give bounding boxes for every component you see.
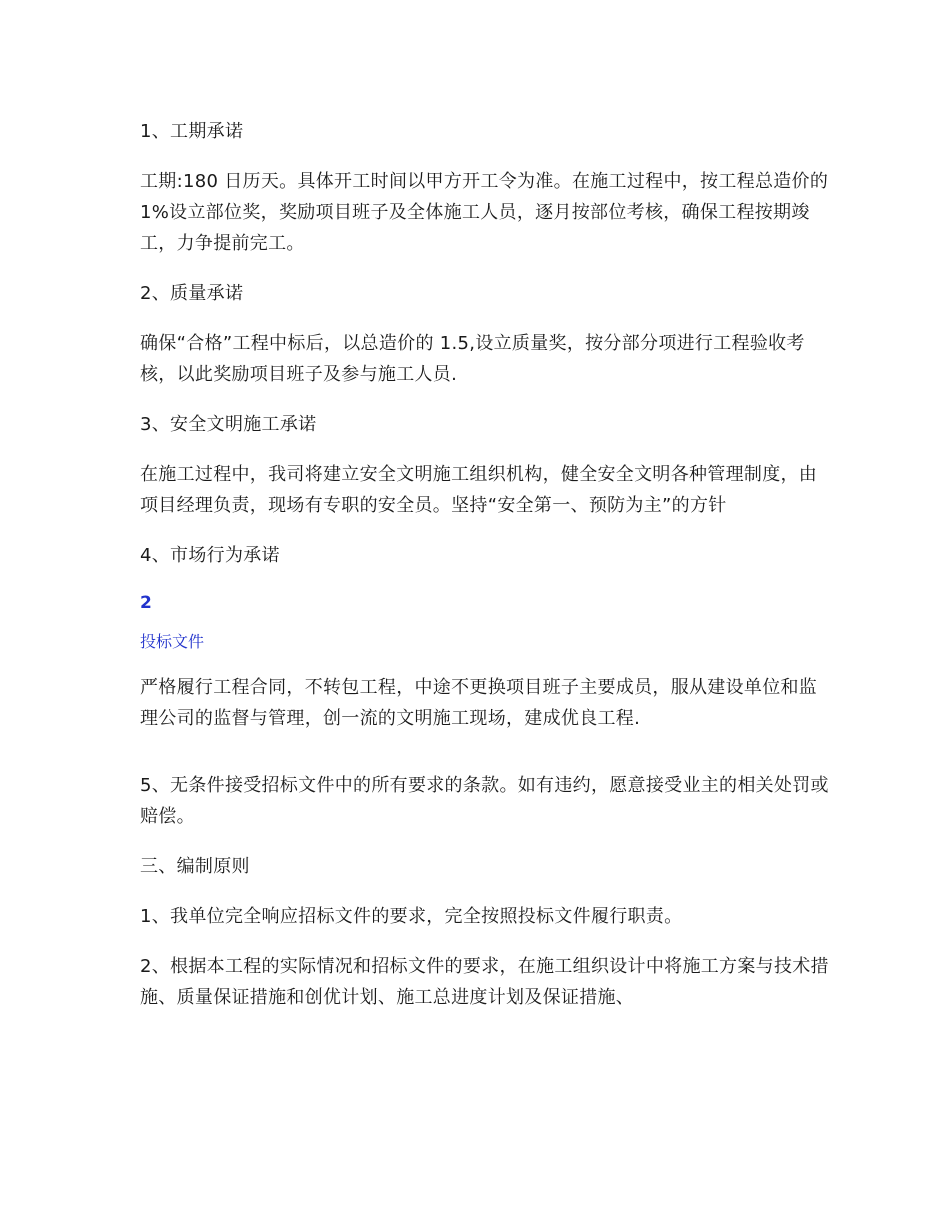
document-body (140, 116, 830, 1013)
paragraph-schedule: 工期:180 日历天。具体开工时间以甲方开工令为准。在施工过程中，按工程总造价的 1%设立部位奖，奖励项目班子及全体施工人员，逐月按部位考核，确保工程按期竣工，力争提前完工。 (140, 171, 829, 254)
paragraph-unconditional-acceptance: 5、无条件接受招标文件中的所有要求的条款。如有违约，愿意接受业主的相关处罚或赔偿。 (140, 775, 829, 827)
paragraph-quality: 确保“合格”工程中标后，以总造价的 1.5,设立质量奖，按分部分项进行工程验收考核，以此奖励项目班子及参与施工人员. (140, 333, 805, 385)
heading-quality-commitment: 2、质量承诺 (140, 283, 244, 304)
heading-safety-commitment: 3、安全文明施工承诺 (140, 414, 317, 435)
heading-schedule-commitment: 1、工期承诺 (140, 121, 244, 142)
page-number: 2 (140, 593, 152, 613)
heading-market-commitment: 4、市场行为承诺 (140, 545, 280, 566)
paragraph-principle-2: 2、根据本工程的实际情况和招标文件的要求，在施工组织设计中将施工方案与技术措施、质量保证措施和创优计划、施工总进度计划及保证措施、 (140, 956, 829, 1008)
heading-compilation-principles: 三、编制原则 (140, 856, 250, 877)
paragraph-principle-1: 1、我单位完全响应招标文件的要求，完全按照投标文件履行职责。 (140, 906, 683, 927)
document-label: 投标文件 (140, 632, 205, 651)
paragraph-market: 严格履行工程合同，不转包工程，中途不更换项目班子主要成员，服从建设单位和监理公司的监督与管理，创一流的文明施工现场，建成优良工程. (140, 677, 818, 729)
paragraph-safety: 在施工过程中，我司将建立安全文明施工组织机构，健全安全文明各种管理制度，由项目经理负责，现场有专职的安全员。坚持“安全第一、预防为主”的方针 (140, 464, 818, 516)
